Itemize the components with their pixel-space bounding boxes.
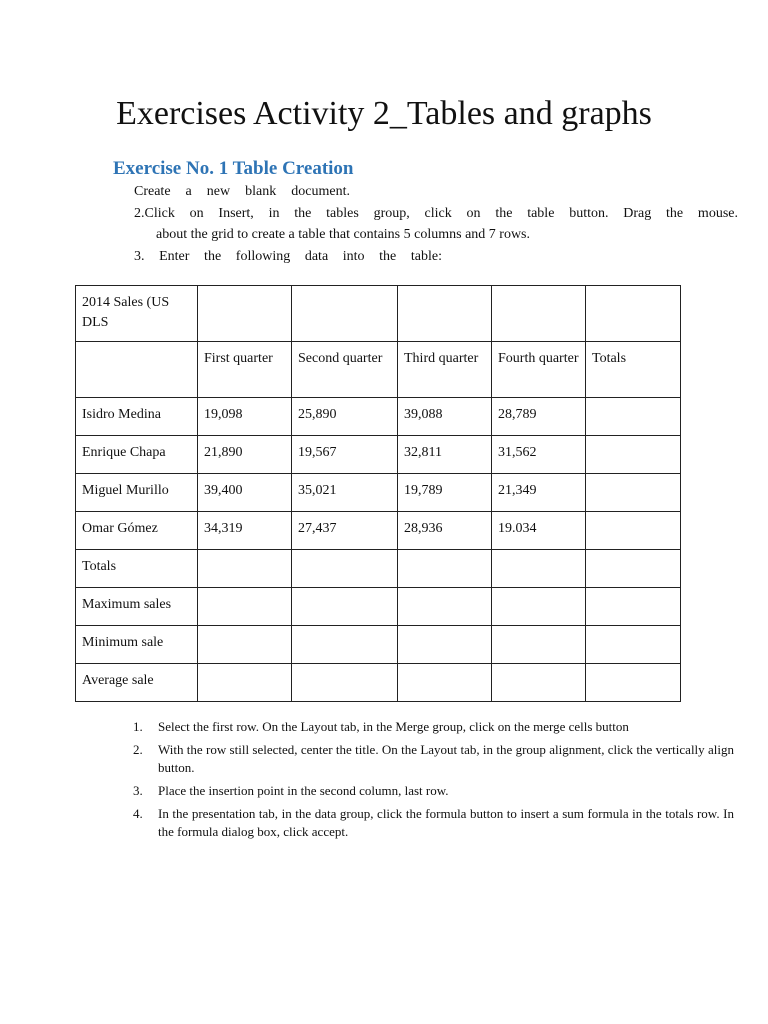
table-cell: [586, 286, 681, 342]
table-cell: [198, 626, 292, 664]
row-label: Enrique Chapa: [76, 436, 198, 474]
table-cell: [398, 588, 492, 626]
list-text: In the presentation tab, in the data group, click the formula button to insert a sum formula in the totals row. In the formula dialog box, click accept.: [158, 806, 734, 839]
table-cell: [492, 286, 586, 342]
list-text: With the row still selected, center the title. On the Layout tab, in the group alignment, click the vertically align button.: [158, 742, 734, 775]
table-cell: 27,437: [292, 512, 398, 550]
row-label: Isidro Medina: [76, 398, 198, 436]
column-header: Totals: [586, 342, 681, 398]
table-row: [76, 588, 681, 626]
row-label: Maximum sales: [76, 588, 198, 626]
table-cell: [198, 286, 292, 342]
table-cell: 28,936: [398, 512, 492, 550]
table-cell: [492, 588, 586, 626]
instruction-line: about the grid to create a table that contains 5 columns and 7 rows.: [156, 227, 531, 242]
table-cell: [198, 588, 292, 626]
table-cell: 19,789: [398, 474, 492, 512]
table-cell: 21,349: [492, 474, 586, 512]
table-row: [76, 398, 681, 436]
instruction-line: 3. Enter the following data into the table:: [134, 249, 442, 264]
steps-list: [133, 718, 734, 846]
table-cell: [586, 474, 681, 512]
table-cell: 19,098: [198, 398, 292, 436]
table-cell: 19.034: [492, 512, 586, 550]
table-header-row: [76, 342, 681, 398]
list-item: [133, 718, 734, 736]
table-cell: [292, 626, 398, 664]
table-cell: [586, 588, 681, 626]
table-cell: 25,890: [292, 398, 398, 436]
row-label: Average sale: [76, 664, 198, 702]
list-item: [133, 741, 734, 777]
row-label: Miguel Murillo: [76, 474, 198, 512]
table-cell: 34,319: [198, 512, 292, 550]
table-cell: 31,562: [492, 436, 586, 474]
column-header: Third quarter: [398, 342, 492, 398]
list-number: 1.: [133, 719, 143, 734]
table-title-row: [76, 286, 681, 342]
table-cell: [492, 626, 586, 664]
table-cell: 21,890: [198, 436, 292, 474]
table-cell: [586, 512, 681, 550]
table-cell: [292, 550, 398, 588]
row-label: Minimum sale: [76, 626, 198, 664]
list-text: Place the insertion point in the second column, last row.: [158, 783, 449, 798]
table-row: [76, 664, 681, 702]
exercise-heading: Exercise No. 1 Table Creation: [113, 158, 354, 179]
column-header: Second quarter: [292, 342, 398, 398]
table-cell: 39,400: [198, 474, 292, 512]
list-item: [133, 782, 734, 800]
list-text: Select the first row. On the Layout tab, in the Merge group, click on the merge cells button: [158, 719, 629, 734]
column-header: Fourth quarter: [492, 342, 586, 398]
table-row: [76, 550, 681, 588]
table-cell: [398, 664, 492, 702]
table-cell: [586, 664, 681, 702]
row-label: Omar Gómez: [76, 512, 198, 550]
table-title-cell: 2014 Sales (US DLS: [76, 286, 198, 342]
table-cell: [398, 550, 492, 588]
table-cell: [492, 550, 586, 588]
table-cell: [398, 626, 492, 664]
row-label: Totals: [76, 550, 198, 588]
page-title: Exercises Activity 2_Tables and graphs: [116, 95, 652, 132]
table-cell: [586, 398, 681, 436]
table-row: [76, 436, 681, 474]
table-row: [76, 474, 681, 512]
table-cell: 19,567: [292, 436, 398, 474]
table-cell: [292, 588, 398, 626]
list-number: 2.: [133, 742, 143, 757]
list-item: [133, 805, 734, 841]
table-cell: [292, 286, 398, 342]
table-cell: 28,789: [492, 398, 586, 436]
list-number: 3.: [133, 783, 143, 798]
table-cell: [292, 664, 398, 702]
instruction-line: 2.Click on Insert, in the tables group, click on the table button. Drag the mouse.: [134, 206, 738, 221]
table-cell: 39,088: [398, 398, 492, 436]
table-cell: [586, 550, 681, 588]
table-row: [76, 512, 681, 550]
table-row: [76, 626, 681, 664]
column-header: First quarter: [198, 342, 292, 398]
table-cell: [198, 664, 292, 702]
table-cell: [398, 286, 492, 342]
table-cell: [198, 550, 292, 588]
column-header: [76, 342, 198, 398]
table-cell: 35,021: [292, 474, 398, 512]
table-cell: [586, 436, 681, 474]
list-number: 4.: [133, 806, 143, 821]
table-cell: 32,811: [398, 436, 492, 474]
table-cell: [492, 664, 586, 702]
sales-table: [75, 285, 681, 702]
instruction-line: Create a new blank document.: [134, 184, 350, 199]
table-cell: [586, 626, 681, 664]
